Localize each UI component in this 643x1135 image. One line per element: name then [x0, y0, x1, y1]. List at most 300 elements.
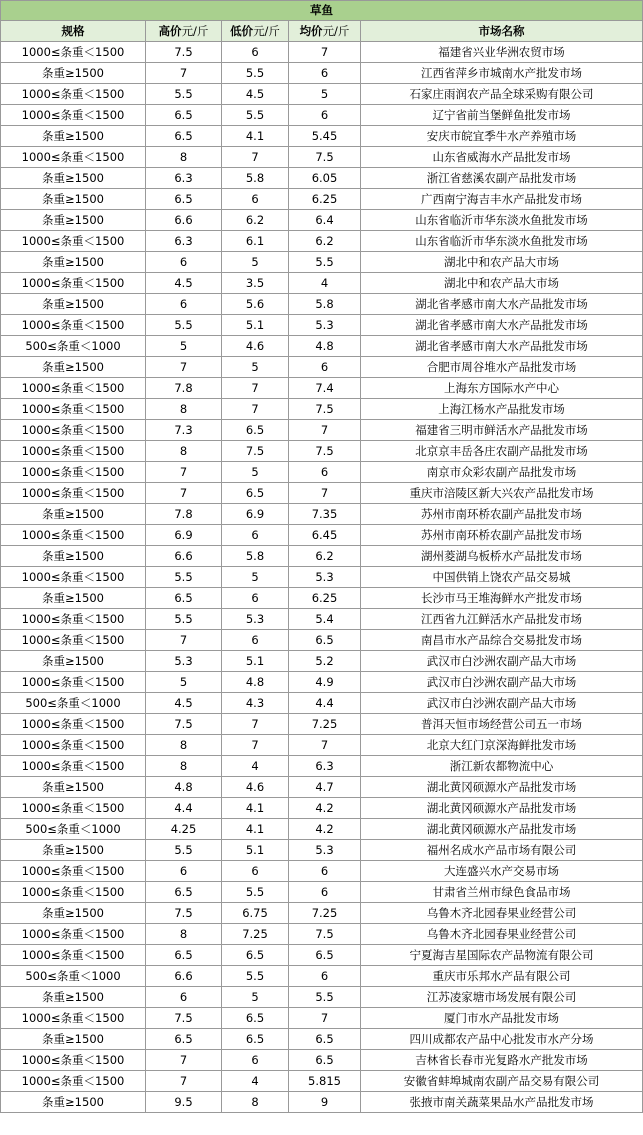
spec-cell: 1000≤条重＜1500 [1, 735, 146, 756]
table-row [1, 756, 643, 777]
table-row [1, 336, 643, 357]
spec-cell: 1000≤条重＜1500 [1, 756, 146, 777]
avg-price-cell: 4.7 [289, 777, 361, 798]
market-cell: 湖北中和农产品大市场 [361, 252, 643, 273]
avg-price-cell: 5.2 [289, 651, 361, 672]
table-row [1, 693, 643, 714]
low-price-cell: 5 [222, 252, 289, 273]
high-price-cell: 4.4 [146, 798, 222, 819]
market-cell: 南昌市水产品综合交易批发市场 [361, 630, 643, 651]
table-row [1, 273, 643, 294]
spec-cell: 条重≥1500 [1, 357, 146, 378]
market-cell: 普洱天恒市场经营公司五一市场 [361, 714, 643, 735]
avg-price-cell: 9 [289, 1092, 361, 1113]
high-price-cell: 7 [146, 1071, 222, 1092]
spec-cell: 条重≥1500 [1, 1029, 146, 1050]
avg-price-cell: 6.2 [289, 231, 361, 252]
table-row [1, 1071, 643, 1092]
avg-price-cell: 6 [289, 462, 361, 483]
avg-price-cell: 7.25 [289, 903, 361, 924]
spec-cell: 条重≥1500 [1, 588, 146, 609]
header-avg-price [289, 21, 361, 42]
low-price-cell: 7.25 [222, 924, 289, 945]
low-price-cell: 5.8 [222, 546, 289, 567]
market-cell: 安徽省蚌埠城南农副产品交易有限公司 [361, 1071, 643, 1092]
market-cell: 山东省临沂市华东淡水鱼批发市场 [361, 231, 643, 252]
avg-price-cell: 5.3 [289, 567, 361, 588]
market-cell: 江西省萍乡市城南水产批发市场 [361, 63, 643, 84]
table-row [1, 609, 643, 630]
avg-price-cell: 7 [289, 1008, 361, 1029]
spec-cell: 1000≤条重＜1500 [1, 42, 146, 63]
market-cell: 乌鲁木齐北园春果业经营公司 [361, 924, 643, 945]
table-row [1, 714, 643, 735]
avg-price-cell: 6.5 [289, 630, 361, 651]
table-row [1, 504, 643, 525]
spec-cell: 条重≥1500 [1, 987, 146, 1008]
high-price-cell: 7 [146, 483, 222, 504]
low-price-cell: 4.1 [222, 819, 289, 840]
table-row [1, 294, 643, 315]
market-cell: 山东省临沂市华东淡水鱼批发市场 [361, 210, 643, 231]
spec-cell: 条重≥1500 [1, 903, 146, 924]
market-cell: 上海东方国际水产中心 [361, 378, 643, 399]
low-price-cell: 5.3 [222, 609, 289, 630]
low-price-cell: 5.8 [222, 168, 289, 189]
avg-price-cell: 7.4 [289, 378, 361, 399]
avg-price-cell: 6.05 [289, 168, 361, 189]
market-cell: 福建省兴业华洲农贸市场 [361, 42, 643, 63]
high-price-cell: 9.5 [146, 1092, 222, 1113]
spec-cell: 500≤条重＜1000 [1, 693, 146, 714]
avg-price-cell: 7 [289, 735, 361, 756]
avg-price-cell: 6.5 [289, 1029, 361, 1050]
spec-cell: 条重≥1500 [1, 1092, 146, 1113]
low-price-cell: 4.6 [222, 777, 289, 798]
low-price-cell: 5.5 [222, 105, 289, 126]
avg-price-cell: 7.5 [289, 924, 361, 945]
header-high-label: 高价 [158, 24, 182, 38]
avg-price-cell: 7 [289, 42, 361, 63]
spec-cell: 条重≥1500 [1, 777, 146, 798]
low-price-cell: 4.1 [222, 126, 289, 147]
high-price-cell: 7.8 [146, 378, 222, 399]
table-row [1, 1092, 643, 1113]
market-cell: 武汉市白沙洲农副产品大市场 [361, 693, 643, 714]
high-price-cell: 6 [146, 987, 222, 1008]
avg-price-cell: 6 [289, 105, 361, 126]
high-price-cell: 6.5 [146, 189, 222, 210]
high-price-cell: 7.5 [146, 714, 222, 735]
low-price-cell: 5 [222, 567, 289, 588]
low-price-cell: 6.1 [222, 231, 289, 252]
high-price-cell: 8 [146, 399, 222, 420]
avg-price-cell: 6 [289, 63, 361, 84]
table-row [1, 882, 643, 903]
avg-price-cell: 6.3 [289, 756, 361, 777]
high-price-cell: 7.3 [146, 420, 222, 441]
market-cell: 湖北省孝感市南大水产品批发市场 [361, 294, 643, 315]
table-title-row [1, 1, 643, 21]
market-cell: 武汉市白沙洲农副产品大市场 [361, 651, 643, 672]
table-row [1, 189, 643, 210]
spec-cell: 1000≤条重＜1500 [1, 945, 146, 966]
low-price-cell: 5.5 [222, 966, 289, 987]
high-price-cell: 6.5 [146, 945, 222, 966]
low-price-cell: 4.5 [222, 84, 289, 105]
table-row [1, 210, 643, 231]
avg-price-cell: 5.45 [289, 126, 361, 147]
table-row [1, 42, 643, 63]
table-row [1, 147, 643, 168]
high-price-cell: 7.5 [146, 42, 222, 63]
avg-price-cell: 5.815 [289, 1071, 361, 1092]
low-price-cell: 4.6 [222, 336, 289, 357]
low-price-cell: 6 [222, 630, 289, 651]
low-price-cell: 6 [222, 1050, 289, 1071]
high-price-cell: 7.8 [146, 504, 222, 525]
market-cell: 湖北中和农产品大市场 [361, 273, 643, 294]
low-price-cell: 6.9 [222, 504, 289, 525]
market-cell: 大连盛兴水产交易市场 [361, 861, 643, 882]
spec-cell: 1000≤条重＜1500 [1, 525, 146, 546]
table-row [1, 231, 643, 252]
avg-price-cell: 5.3 [289, 315, 361, 336]
table-row [1, 903, 643, 924]
table-row [1, 651, 643, 672]
high-price-cell: 4.5 [146, 693, 222, 714]
avg-price-cell: 6.45 [289, 525, 361, 546]
low-price-cell: 4.3 [222, 693, 289, 714]
spec-cell: 条重≥1500 [1, 252, 146, 273]
market-cell: 湖北省孝感市南大水产品批发市场 [361, 315, 643, 336]
avg-price-cell: 5 [289, 84, 361, 105]
low-price-cell: 6 [222, 42, 289, 63]
table-row [1, 861, 643, 882]
avg-price-cell: 4.9 [289, 672, 361, 693]
market-cell: 辽宁省前当堡鲜鱼批发市场 [361, 105, 643, 126]
low-price-cell: 7.5 [222, 441, 289, 462]
spec-cell: 1000≤条重＜1500 [1, 483, 146, 504]
table-body [1, 42, 643, 1113]
low-price-cell: 7 [222, 399, 289, 420]
spec-cell: 1000≤条重＜1500 [1, 105, 146, 126]
table-row [1, 315, 643, 336]
avg-price-cell: 4.4 [289, 693, 361, 714]
avg-price-cell: 5.5 [289, 252, 361, 273]
header-avg-unit: 元/斤 [322, 24, 350, 38]
table-row [1, 945, 643, 966]
avg-price-cell: 4.8 [289, 336, 361, 357]
high-price-cell: 6 [146, 252, 222, 273]
table-header-row [1, 21, 643, 42]
market-cell: 上海江杨水产品批发市场 [361, 399, 643, 420]
table-row [1, 798, 643, 819]
low-price-cell: 5.1 [222, 840, 289, 861]
low-price-cell: 6 [222, 861, 289, 882]
low-price-cell: 5 [222, 357, 289, 378]
avg-price-cell: 6 [289, 861, 361, 882]
market-cell: 江苏凌家塘市场发展有限公司 [361, 987, 643, 1008]
low-price-cell: 5.5 [222, 63, 289, 84]
spec-cell: 500≤条重＜1000 [1, 336, 146, 357]
market-cell: 厦门市水产品批发市场 [361, 1008, 643, 1029]
table-row [1, 1029, 643, 1050]
table-row [1, 567, 643, 588]
table-row [1, 84, 643, 105]
high-price-cell: 6.6 [146, 546, 222, 567]
spec-cell: 条重≥1500 [1, 126, 146, 147]
spec-cell: 1000≤条重＜1500 [1, 273, 146, 294]
spec-cell: 条重≥1500 [1, 546, 146, 567]
high-price-cell: 7 [146, 357, 222, 378]
avg-price-cell: 7.5 [289, 399, 361, 420]
avg-price-cell: 4.2 [289, 798, 361, 819]
high-price-cell: 8 [146, 147, 222, 168]
low-price-cell: 3.5 [222, 273, 289, 294]
avg-price-cell: 7 [289, 420, 361, 441]
spec-cell: 条重≥1500 [1, 168, 146, 189]
avg-price-cell: 7.35 [289, 504, 361, 525]
spec-cell: 条重≥1500 [1, 210, 146, 231]
table-row [1, 378, 643, 399]
table-row [1, 630, 643, 651]
header-low-price [222, 21, 289, 42]
table-row [1, 483, 643, 504]
low-price-cell: 4.1 [222, 798, 289, 819]
market-cell: 重庆市涪陵区新大兴农产品批发市场 [361, 483, 643, 504]
avg-price-cell: 6.25 [289, 189, 361, 210]
table-row [1, 924, 643, 945]
market-cell: 广西南宁海吉丰水产品批发市场 [361, 189, 643, 210]
high-price-cell: 7 [146, 462, 222, 483]
high-price-cell: 5 [146, 336, 222, 357]
spec-cell: 1000≤条重＜1500 [1, 630, 146, 651]
market-cell: 安庆市皖宜季牛水产养殖市场 [361, 126, 643, 147]
market-cell: 福州名成水产品市场有限公司 [361, 840, 643, 861]
high-price-cell: 7.5 [146, 903, 222, 924]
spec-cell: 1000≤条重＜1500 [1, 441, 146, 462]
market-cell: 湖北黄冈硕源水产品批发市场 [361, 798, 643, 819]
table-title: 草鱼 [1, 1, 643, 21]
market-cell: 合肥市周谷堆水产品批发市场 [361, 357, 643, 378]
spec-cell: 1000≤条重＜1500 [1, 231, 146, 252]
market-cell: 吉林省长春市光复路水产批发市场 [361, 1050, 643, 1071]
high-price-cell: 5.5 [146, 315, 222, 336]
high-price-cell: 4.5 [146, 273, 222, 294]
high-price-cell: 8 [146, 735, 222, 756]
market-cell: 江西省九江鲜活水产品批发市场 [361, 609, 643, 630]
low-price-cell: 5.1 [222, 651, 289, 672]
avg-price-cell: 6.5 [289, 945, 361, 966]
table-row [1, 399, 643, 420]
avg-price-cell: 6 [289, 882, 361, 903]
avg-price-cell: 6.2 [289, 546, 361, 567]
spec-cell: 1000≤条重＜1500 [1, 798, 146, 819]
spec-cell: 条重≥1500 [1, 840, 146, 861]
low-price-cell: 8 [222, 1092, 289, 1113]
header-high-unit: 元/斤 [181, 24, 209, 38]
low-price-cell: 6.75 [222, 903, 289, 924]
header-avg-label: 均价 [299, 24, 323, 38]
market-cell: 四川成都农产品中心批发市水产分场 [361, 1029, 643, 1050]
table-row [1, 441, 643, 462]
market-cell: 湖北黄冈硕源水产品批发市场 [361, 777, 643, 798]
spec-cell: 条重≥1500 [1, 294, 146, 315]
table-row [1, 1050, 643, 1071]
avg-price-cell: 6 [289, 966, 361, 987]
spec-cell: 1000≤条重＜1500 [1, 672, 146, 693]
market-cell: 浙江省慈溪农副产品批发市场 [361, 168, 643, 189]
market-cell: 宁夏海吉星国际农产品物流有限公司 [361, 945, 643, 966]
high-price-cell: 4.8 [146, 777, 222, 798]
table-row [1, 966, 643, 987]
low-price-cell: 6.5 [222, 483, 289, 504]
spec-cell: 1000≤条重＜1500 [1, 1008, 146, 1029]
market-cell: 山东省威海水产品批发市场 [361, 147, 643, 168]
header-high-price [146, 21, 222, 42]
high-price-cell: 6.6 [146, 210, 222, 231]
market-cell: 甘肃省兰州市绿色食品市场 [361, 882, 643, 903]
high-price-cell: 5.3 [146, 651, 222, 672]
market-cell: 长沙市马王堆海鲜水产批发市场 [361, 588, 643, 609]
header-low-unit: 元/斤 [253, 24, 280, 38]
table-row [1, 105, 643, 126]
low-price-cell: 6 [222, 525, 289, 546]
low-price-cell: 6.5 [222, 420, 289, 441]
table-row [1, 1008, 643, 1029]
high-price-cell: 6.5 [146, 1029, 222, 1050]
high-price-cell: 5.5 [146, 84, 222, 105]
high-price-cell: 6.6 [146, 966, 222, 987]
low-price-cell: 5 [222, 462, 289, 483]
high-price-cell: 6.5 [146, 126, 222, 147]
high-price-cell: 6.3 [146, 231, 222, 252]
low-price-cell: 6.5 [222, 1008, 289, 1029]
table-row [1, 840, 643, 861]
low-price-cell: 6 [222, 189, 289, 210]
spec-cell: 1000≤条重＜1500 [1, 315, 146, 336]
spec-cell: 1000≤条重＜1500 [1, 1071, 146, 1092]
spec-cell: 1000≤条重＜1500 [1, 609, 146, 630]
high-price-cell: 5.5 [146, 609, 222, 630]
avg-price-cell: 7.25 [289, 714, 361, 735]
market-cell: 南京市众彩农副产品批发市场 [361, 462, 643, 483]
low-price-cell: 7 [222, 714, 289, 735]
avg-price-cell: 5.3 [289, 840, 361, 861]
spec-cell: 1000≤条重＜1500 [1, 1050, 146, 1071]
low-price-cell: 6.5 [222, 945, 289, 966]
low-price-cell: 5.6 [222, 294, 289, 315]
market-cell: 湖北省孝感市南大水产品批发市场 [361, 336, 643, 357]
market-cell: 张掖市南关蔬菜果品水产品批发市场 [361, 1092, 643, 1113]
high-price-cell: 6.5 [146, 588, 222, 609]
low-price-cell: 4.8 [222, 672, 289, 693]
high-price-cell: 6.5 [146, 882, 222, 903]
avg-price-cell: 7.5 [289, 147, 361, 168]
market-cell: 石家庄雨润农产品全球采购有限公司 [361, 84, 643, 105]
market-cell: 湖北黄冈硕源水产品批发市场 [361, 819, 643, 840]
table-row [1, 672, 643, 693]
market-cell: 重庆市乐邦水产品有限公司 [361, 966, 643, 987]
table-row [1, 420, 643, 441]
table-row [1, 357, 643, 378]
table-row [1, 525, 643, 546]
low-price-cell: 4 [222, 756, 289, 777]
spec-cell: 1000≤条重＜1500 [1, 462, 146, 483]
avg-price-cell: 5.4 [289, 609, 361, 630]
market-cell: 浙江新农都物流中心 [361, 756, 643, 777]
spec-cell: 1000≤条重＜1500 [1, 567, 146, 588]
table-row [1, 588, 643, 609]
table-row [1, 63, 643, 84]
high-price-cell: 6.5 [146, 105, 222, 126]
low-price-cell: 6 [222, 588, 289, 609]
spec-cell: 1000≤条重＜1500 [1, 378, 146, 399]
high-price-cell: 5 [146, 672, 222, 693]
high-price-cell: 8 [146, 924, 222, 945]
header-market: 市场名称 [361, 21, 643, 42]
high-price-cell: 8 [146, 756, 222, 777]
spec-cell: 500≤条重＜1000 [1, 819, 146, 840]
avg-price-cell: 6.4 [289, 210, 361, 231]
high-price-cell: 6.3 [146, 168, 222, 189]
table-row [1, 819, 643, 840]
low-price-cell: 7 [222, 378, 289, 399]
spec-cell: 1000≤条重＜1500 [1, 882, 146, 903]
table-row [1, 546, 643, 567]
high-price-cell: 6.9 [146, 525, 222, 546]
high-price-cell: 7 [146, 1050, 222, 1071]
market-cell: 武汉市白沙洲农副产品大市场 [361, 672, 643, 693]
market-cell: 福建省三明市鲜活水产品批发市场 [361, 420, 643, 441]
low-price-cell: 5 [222, 987, 289, 1008]
market-cell: 苏州市南环桥农副产品批发市场 [361, 504, 643, 525]
spec-cell: 1000≤条重＜1500 [1, 399, 146, 420]
spec-cell: 条重≥1500 [1, 63, 146, 84]
high-price-cell: 7.5 [146, 1008, 222, 1029]
high-price-cell: 7 [146, 630, 222, 651]
spec-cell: 500≤条重＜1000 [1, 966, 146, 987]
avg-price-cell: 6 [289, 357, 361, 378]
high-price-cell: 6 [146, 294, 222, 315]
header-spec: 规格 [1, 21, 146, 42]
low-price-cell: 4 [222, 1071, 289, 1092]
avg-price-cell: 6.5 [289, 1050, 361, 1071]
table-row [1, 987, 643, 1008]
spec-cell: 1000≤条重＜1500 [1, 924, 146, 945]
table-row [1, 777, 643, 798]
high-price-cell: 8 [146, 441, 222, 462]
spec-cell: 条重≥1500 [1, 504, 146, 525]
spec-cell: 1000≤条重＜1500 [1, 84, 146, 105]
market-cell: 北京京丰岳各庄农副产品批发市场 [361, 441, 643, 462]
high-price-cell: 7 [146, 63, 222, 84]
market-cell: 乌鲁木齐北园春果业经营公司 [361, 903, 643, 924]
high-price-cell: 4.25 [146, 819, 222, 840]
avg-price-cell: 5.5 [289, 987, 361, 1008]
avg-price-cell: 7.5 [289, 441, 361, 462]
low-price-cell: 7 [222, 147, 289, 168]
table-row [1, 735, 643, 756]
avg-price-cell: 4 [289, 273, 361, 294]
market-cell: 湖州菱湖乌板桥水产品批发市场 [361, 546, 643, 567]
header-low-label: 低价 [230, 24, 254, 38]
high-price-cell: 5.5 [146, 567, 222, 588]
spec-cell: 条重≥1500 [1, 189, 146, 210]
avg-price-cell: 5.8 [289, 294, 361, 315]
high-price-cell: 5.5 [146, 840, 222, 861]
